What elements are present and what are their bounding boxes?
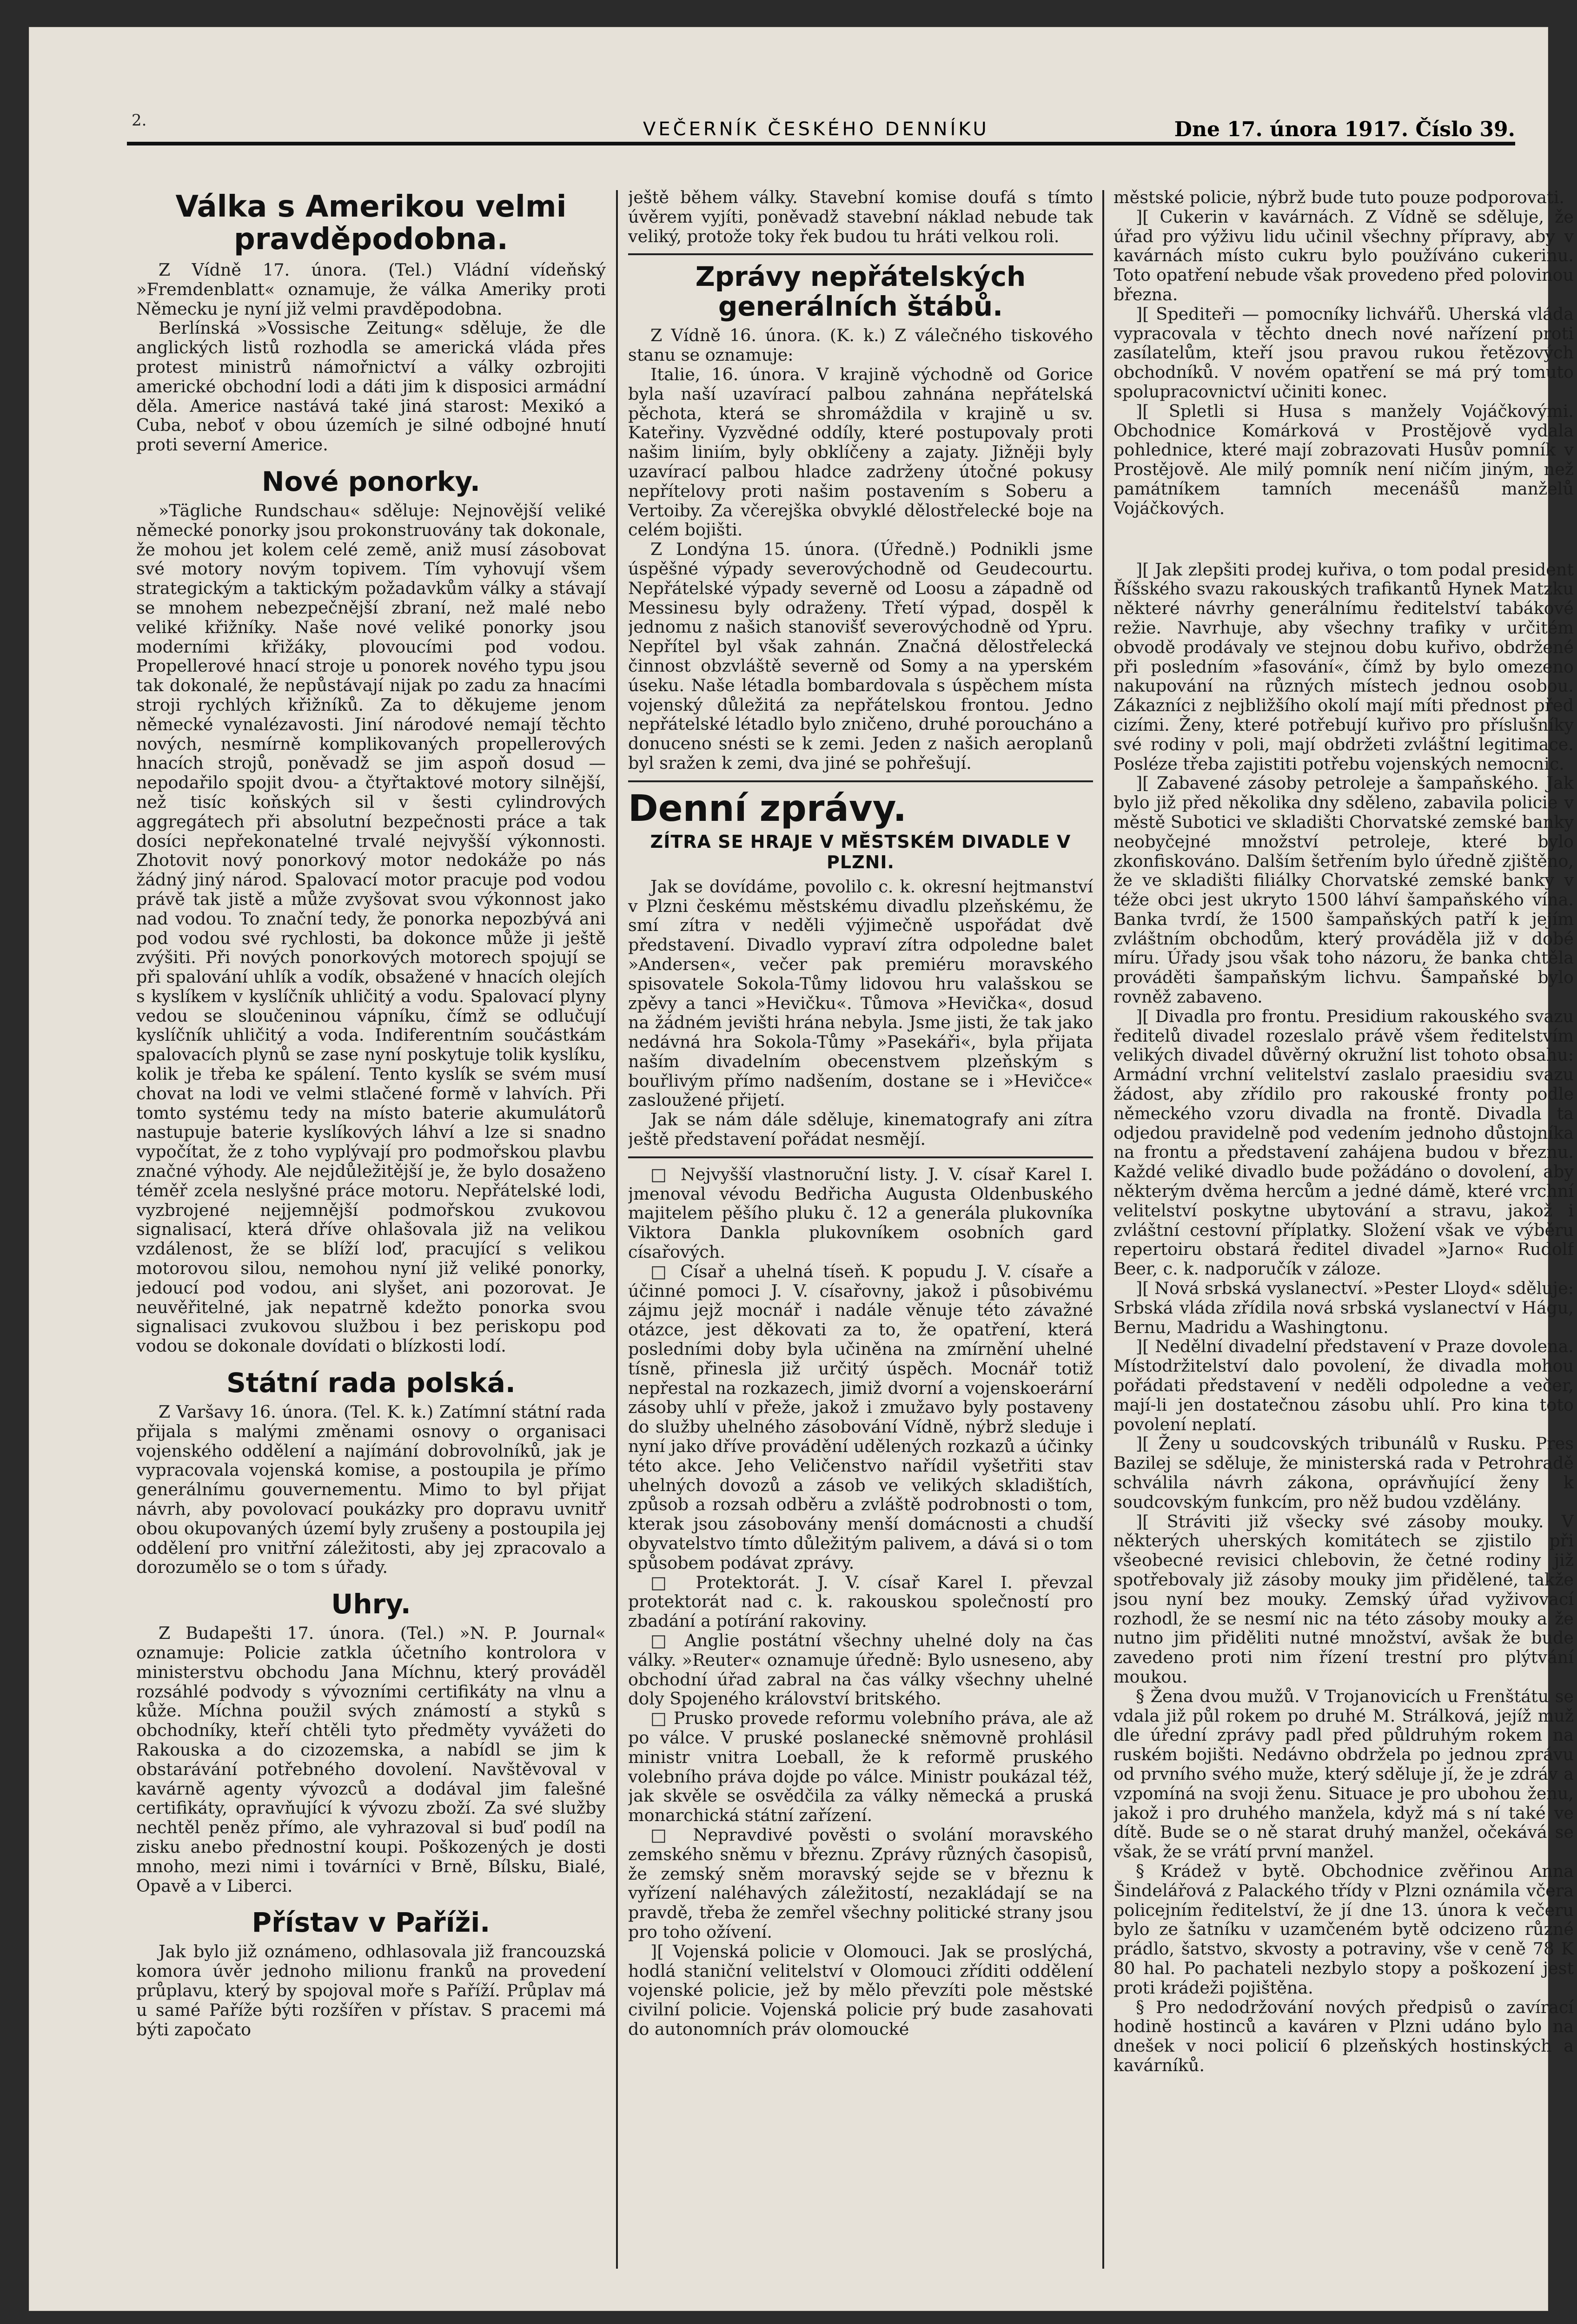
article-enemy-staffs [628,326,1093,772]
news-item: □ Nejvyšší vlastnoruční listy. J. V. císař Karel I. jmenoval vévodu Bedřicha Augusta Oldenbuského majitelem pěšího pluku č. 12 a generála plukovníka Viktora Dankla plukovníkem osobních gard císařových. [628,1164,1093,1262]
column-rule-2 [1102,190,1104,2269]
news-item: □ Protektorát. J. V. císař Karel I. převzal protektorát nad c. k. rakouskou společností pro zbadání a potírání rakoviny. [628,1572,1093,1631]
news-item: ][ Stráviti již všecky své zásoby mouky. V některých uherských komitátech se zjistilo při všeobecné revisici chlebovin, že četné rodiny již spotřebovaly již zásoby mouky jim přidělené, takže jsou nyní bez mouky. Zemský úřad vyživovací rozhodl, že se nesmí nic na této zásoby mouky a že nutno jim přiděliti nutné množství, avšak že bude zavedeno proti nim řízení trestní pro plýtvání moukou. [1113,1511,1574,1687]
news-item: ][ Spediteři — pomocníky lichvářů. Uherská vláda vypracovala v těchto dnech nové nařízení proti zasílatelům, kteří jsou pravou rukou řetězových obchodníků. V novém opatření se má prý tomuto spolupracovnictví učiniti konec. [1113,304,1574,402]
news-item: □ Nepravdivé pověsti o svolání moravského zemského sněmu v březnu. Zprávy různých časopisů, že zemský sněm moravský sejde se v březnu k vyřízení naléhavých záležitostí, nezakládají se na pravdě, třeba že zemřel všechny politické strany jsou pro toho ožívení. [628,1824,1093,1942]
paragraph: Jak se nám dále sděluje, kinematografy ani zítra ještě představení pořádat nesmějí. [628,1109,1093,1149]
article-paris-port [136,1942,606,2039]
news-item: □ Anglie postátní všechny uhelné doly na čas války. »Reuter« oznamuje úředně: Bylo usneseno, aby obchodní úřad zabral na čas války všechny uhelné doly Spojeného království britského. [628,1631,1093,1709]
article-theatre-plzen [628,877,1093,1149]
headline-paris-port: Přístav v Paříži. [252,1907,490,1939]
article-hungary [136,1624,606,1895]
paragraph: »Tägliche Rundschau« sděluje: Nejnovější veliké německé ponorky jsou prokonstruovány tak dokonale, že mohou jet kolem celé země, aniž musí zásobovat své motory novým topivem. Tím vyhovují všem strategickým a taktickým požadavkům války a stávají se mnohem nebezpečnější zbraní, než malé nebo veliké křižníky. Naše nové veliké ponorky jsou moderními křižáky, plovoucími pod vodou. Propellerové hnací stroje u ponorek nového typu jsou tak dokonalé, že nepůstávají nijak po zadu za hnacími stroji rychlých křižníků. Za to děkujeme jenom německé vynalézavosti. Jiní národové nemají těchto nových, nesmírně komplikovaných propellerových hnacích strojů, poněvadž se jim aspoň dosud — nepodařilo spojit dvou- a čtyřtaktové motory silnější, než tisíc koňských sil v šesti cylindrových aggregátech při absolutní bezpečnosti práce a tak dosíci nepřekonatelné trvalé nejvyšší výkonnosti. Zhotovit nový ponorkový motor nedokáže po nás žádný jiný národ. Spalovací motor pracuje pod vodou právě tak jistě a může zvyšovat svou výkonnost jako nad vodou. To znační tedy, že ponorka nepozbývá ani pod vodou své rychlosti, ba dokonce může ji ještě zvýšiti. Při nových ponorkových motorech spojují se při spalování uhlík a vodík, obsažené v hnacích olejích s kyslíkem v kyslíčník uhličitý a vodu. Spalovací plyny vedou se sloučeninou vápníku, čímž se odlučují kyslíčník uhličitý a voda. Indiferentním součástkám spalovacích plynů se zase nyní poskytuje tolik kyslíku, kolik je třeba ke spálení. Tento kyslík se svém musí chovat na lodi ve velmi stlačené formě v lahvích. Při tomto systému tedy na místo baterie akumulátorů nastupuje baterie kyslíkových láhví a lze si snadno vypočítat, že z toho vyplývají pro podmořskou plavbu značné výhody. Ale nejdůležitější je, že bylo dosaženo téměř zcela neslyšné práce motoru. Nepřátelské lodi, vyzbrojené nejjemnější podmořskou zvukovou signalisací, která dříve ohlašovala již na velikou vzdálenost, že se blíží loď, pracující s velikou motorovou silou, nemohou nyní již veliké ponorky, jedoucí pod vodou, ani slyšet, ani pozorovat. Je neuvěřitelné, jak nepatrně kdežto ponorka svou signalisaci zvukovou službou i bez periskopu pod vodou se dokonale dovídati o blízkosti lodí. [136,500,606,1356]
divider [628,1156,1093,1158]
article-submarines [136,501,606,1356]
paragraph: Z Vídně 17. února. (Tel.) Vládní vídeňský »Fremdenblatt« oznamuje, že válka Ameriky proti Německu je nyní již velmi pravděpodobna. [136,260,606,319]
page-number: 2. [132,111,147,130]
headline-submarines: Nové ponorky. [262,465,480,497]
headline-war-america: Válka s Amerikou velmi pravděpodobna. [175,190,567,257]
paragraph: Jak bylo již oznámeno, odhlasovala již francouzská komora úvěr jednoho milionu franků na provedení průplavu, který by spojoval moře s Paříží. Průplav má u samé Paříže býti rozšířen v přístav. S pracemi má býti započato [136,1941,606,2040]
news-item: ][ Spletli si Husa s manžely Vojáčkovými. Obchodnice Komárková v Prostějově vydala pohlednice, které mají zobrazovati Husův pomník v Prostějově. Ale milý pomník není ničím jiným, než památníkem tamních mecenášů manželů Vojáčkových. [1113,401,1574,518]
headline-hungary: Uhry. [331,1588,411,1620]
news-briefs [628,1165,1093,2039]
paragraph: Z Varšavy 16. února. (Tel. K. k.) Zatímní státní rada přijala s malými změnami osnovy o organisaci vojenského oddělení a najímání dobrovolníků, jak je vypracovala vojenská komise, a postoupila je přímo generálnímu gouvernementu. Mimo to byl přijat návrh, aby povolovací poukázky pro dopravu uvnitř obou okupovaných území byly zrušeny a postoupila jej oddělení pro vnitřní záležitosti, aby jej zpracovalo a dorozumělo se o tom s úřady. [136,1402,606,1578]
masthead: VEČERNÍK ČESKÉHO DENNÍKU [643,119,989,140]
news-item: ][ Nová srbská vyslanectví. »Pester Lloyd« sděluje: Srbská vláda zřídila nová srbská vyslanectví v Hágu, Bernu, Madridu a Washingtonu. [1113,1278,1574,1337]
article-continued [628,188,1093,246]
paragraph: ještě během války. Stavební komise doufá s tímto úvěrem vyjíti, poněvadž stavební náklad nebude tak veliký, protože toky řek budou tu hráti velkou roli. [628,188,1093,246]
header-rule [127,142,1515,145]
paragraph: Italie, 16. února. V krajině východně od Gorice byla naší uzavírací palbou zahnána nepřátelská pěchota, která se shromáždila v krajině u sv. Kateřiny. Vyzvědné oddíly, které postupovaly proti našim liniím, byly obklíčeny a zajaty. Jižněji byly uzavírací palbou hladce zadrženy útočné pokusy nepřítelovy proti našim postavením s Soberu a Vertoiby. Za včerejška obvyklé dělostřelecké boje na celém bojišti. [628,364,1093,540]
news-item: § Pro nedodržování nových předpisů o zavírací hodině hostinců a kaváren v Plzni udáno bylo na dnešek v noci policií 6 plzeňských hostinských a kavárníků. [1113,1997,1574,2075]
headline-enemy-staffs: Zprávy nepřátelských generálních štábů. [695,261,1026,323]
news-item: ][ Nedělní divadelní představení v Praze dovolena. Místodržitelství dalo povolení, že divadla mohou pořádati představení v neděli odpoledne a večer, mají-li jen dostatečnou zásobu uhlí. Pro kina toto povolení neplatí. [1113,1336,1574,1434]
headline-polish-council: Státní rada polská. [226,1367,516,1399]
news-item: ][ Ženy u soudcovských tribunálů v Rusku. Pres Bazilej se sděluje, že ministerská rada v Petrohradě schválila návrh zákona, oprávňující ženy k soudcovským funkcím, pro něž budou vzdělány. [1113,1433,1574,1512]
headline-theatre-plzen: ZÍTRA SE HRAJE V MĚSTSKÉM DIVADLE V PLZNI. [650,831,1071,872]
news-item: ][ Divadla pro frontu. Presidium rakouského svazu ředitelů divadel rozeslalo právě všem ředitelstvím velikých divadel důvěrný okružní list tohoto obsahu: Armádní vrchní velitelství zaslalo praesidiu svazu žádost, aby zřídilo pro rakouské fronty podle německého vzoru divadla na frontě. Divadla ta odjedou pravidelně pod vedením jednoho důstojníka na frontu a představení zahájena budou v březnu. Každé veliké divadlo bude požádáno o dovolení, aby některým dvěma hercům a jedné dámě, které vrchní velitelství poskytne ubytování a stravu, jakož i zvláštní cestovní příplatky. Složení však ve výběru repertoiru obstará ředitel divadel »Jarno« Rudolf Beer, c. k. nadporučík v záloze. [1113,1006,1574,1279]
news-briefs-2 [1113,560,1574,2075]
news-item: ][ Zabavené zásoby petroleje a šampaňského. Jak bylo již před několika dny sděleno, zabavila policie v městě Subotici ve skladišti Chorvatské zemské banky neobyčejné množství petroleje, které bylo zkonfiskováno. Dalším šetřením bylo úředně zjištěno, že ve skladišti filiálky Chorvatské zemské banky v téže obci jest ukryto 1500 láhví šampaňského vína. Banka tvrdí, že 1500 šampaňských patří k jejím zvláštním obchodům, který prováděla již v dobé míru. Úřady jsou však toho názoru, že banka chtěla prováděti šampaňským lichvu. Šampaňské bylo rovněž zabaveno. [1113,773,1574,1007]
paragraph: Berlínská »Vossische Zeitung« sděluje, že dle anglických listů rozhodla se americká vláda přes protest ministrů námořnictví a války ozbrojiti americké obchodní lodi a dáti jim k disposici armádní děla. Americe nastává také jiná starost: Mexikó a Cuba, neboť v obou územích je silné odbojné hnutí proti severní Americe. [136,318,606,455]
divider [628,253,1093,255]
paragraph: Jak se dovídáme, povolilo c. k. okresní hejtmanství v Plzni českému městskému divadlu plzeňskému, že smí zítra v neděli výjimečně uspořádat dvě představení. Divadlo vypraví zítra odpoledne balet »Andersen«, večer pak premiéru moravského spisovatele Sokola-Tůmy lidovou hru valašskou se zpěvy a tanci »Hevičku«. Tůmova »Hevička«, dosud na žádném jevišti hrána nebyla. Jsme jisti, že tak jako nedávná hra Sokola-Tůmy »Pasekáři«, byla přijata naším divadelním obecenstvem plzeňským s bouřlivým přímo nadšením, dostane se i »Hevičce« zasloužené přijetí. [628,876,1093,1110]
divider [628,780,1093,782]
column-1 [136,188,606,2278]
column-3 [1113,188,1574,2278]
paragraph: Z Londýna 15. února. (Úředně.) Podnikli jsme úspěšné výpady severovýchodně od Geudecourtu. Nepřátelské výpady severně od Loosu a západně od Messinesu byly odraženy. Třetí výpad, dospěl k jednomu z našich stanovišť severovýchodně od Ypru. Nepřítel byl však zahnán. Značná dělostřelecká činnost obzvláště severně od Somy a na yperském úseku. Naše létadla bombardovala s úspěchem místa vojenský důležitá za nepřátelskou frontou. Jedno nepřátelské létadlo bylo zničeno, druhé poroucháno a donuceno snésti se k zemi. Jeden z našich aeroplanů byl sražen k zemi, dva jiné se pohřešují. [628,539,1093,773]
news-item: městské policie, nýbrž bude tuto pouze podporovati. [1113,188,1564,207]
news-item: □ Prusko provede reformu volebního práva, ale až po válce. V pruské poslanecké sněmovně prohlásil ministr vnitra Loeball, že k reformě pruského volebního práva dojde po válce. Ministr poukázal též, jak skvěle se osvědčila za války německá a pruská monarchická státní zařízení. [628,1708,1093,1826]
news-item: ][ Vojenská policie v Olomouci. Jak se proslýchá, hodlá staniční velitelství v Olomouci zříditi oddělení vojenské policie, jež by mělo převzíti pole městské civilní policie. Vojenská policie prý bude zasahovati do autonomních práv olomoucké [628,1941,1093,2039]
date-issue: Dne 17. února 1917. Číslo 39. [1174,118,1515,141]
news-item: □ Císař a uhelná tíseň. K popudu J. V. císaře a účinné pomoci J. V. císařovny, jakož i působivému zájmu jejž mocnář i nadále věnuje této závažné otázce, jest děkovati za to, že opatření, která posledními doby byla učiněna na zmírnění uhelné tísně, přinesla již určitý úspěch. Mocnář totiž nepřestal na rozkazech, jimiž dvorní a vojenskoerární zásoby uhlí v přeže, jakož i zmužavo byly postaveny do služby uhelného zásobování Vídně, nýbrž sleduje i nyní jako dříve provádění udělených rozkazů a účinky této akce. Jeho Veličenstvo nařídil vyšetřiti stav uhelných dovozů a zásob ve velikých skladištích, způsob a rozsah odběru a zvláště podrobnosti o tom, kterak jsou zásobovány menší domácnosti a chudší obyvatelstvo tímto důležitým palivem, a dává si o tom spůsobem podávat zprávy. [628,1261,1093,1573]
news-item: ][ Cukerin v kavárnách. Z Vídně se sděluje, že úřad pro výživu lidu učinil všechny přípravy, aby v kavárnách místo cukru bylo používáno cukerinu. Toto opatření nebude však provedeno před polovinou března. [1113,206,1574,304]
news-item: ][ Jak zlepšiti prodej kuřiva, o tom podal president Říšského svazu rakouských trafikantů Hynek Matzku některé návrhy generálnímu ředitelství tabákové režie. Navrhuje, aby všechny trafiky v určitém obvodě prodávaly ve stejnou dobu kuřivo, obdržené při posledním »fasování«, čímž by bylo omezeno nakupování na různých místech jednou osobou. Zákazníci z nejbližšího okolí mají míti přednost před cizími. Ženy, které potřebují kuřivo pro příslušníky své rodiny v poli, mají obdržeti zvláštní legitimace. Posléze třeba zajistiti potřebu vojenských nemocnic. [1113,559,1574,774]
article-polish-council [136,1402,606,1577]
paragraph: Z Budapešti 17. února. (Tel.) »N. P. Journal« oznamuje: Policie zatkla účetního kontrolora v ministerstvu obchodu Jana Míchnu, který prováděl rozsáhlé podvody s vývozními certifikáty na vlnu a kůže. Míchna použil svých známostí a styků s obchodníky, kteří chtěli tyto předměty vyvážeti do Rakouska a do cizozemska, a nabídl se jim k obstarávání potřebného dovolení. Navštěvoval v kavárně agenty vývozců a dodával jim falešné certifikáty, opravňující k vývozu zboží. Za své služby nechtěl peněz přímo, ale vyhrazoval si buď podíl na zisku anebo přednostní koupi. Poškozených je dosti mnoho, mezi nimi i továrníci v Brně, Bílsku, Bialé, Opavě a v Liberci. [136,1623,606,1896]
newspaper-page [29,27,1574,2311]
section-title-daily-news: Denní zprávy. [628,787,907,830]
news-briefs-continued [1113,188,1574,518]
news-item: § Žena dvou mužů. V Trojanovicích u Frenštátu se vdala již půl rokem po druhé M. Strálková, jejíž muž dle úřední zprávy padl před půldruhým rokem na ruském bojišti. Nedávno obdržela po jednou zprávu od prvního svého muže, který sděluje jí, že je zdráv a vzpomíná na svoji ženu. Situace je pro ubohou ženu, jakož i pro druhého manžela, když má s ní také ve dítě. Bude se o ně starat druhý manžel, očekává se však, že se vrátí první manžel. [1113,1686,1574,1862]
column-2 [628,188,1093,2278]
article-war-america [136,260,606,455]
paragraph: Z Vídně 16. února. (K. k.) Z válečného tiskového stanu se oznamuje: [628,325,1093,365]
news-item: § Krádež v bytě. Obchodnice zvěřinou Anna Šindelářová z Palackého třídy v Plzni oznámila včera policejním ředitelství, že jí dne 13. února k večeru bylo ze šatníku v uzamčeném bytě odcizeno různé prádlo, šatstvo, skvosty a potraviny, vše v ceně 78 K 80 hal. Po pachateli nezbylo stopy a poškození jest proti krádeži pojištěna. [1113,1861,1574,1998]
column-rule-1 [616,190,618,2269]
